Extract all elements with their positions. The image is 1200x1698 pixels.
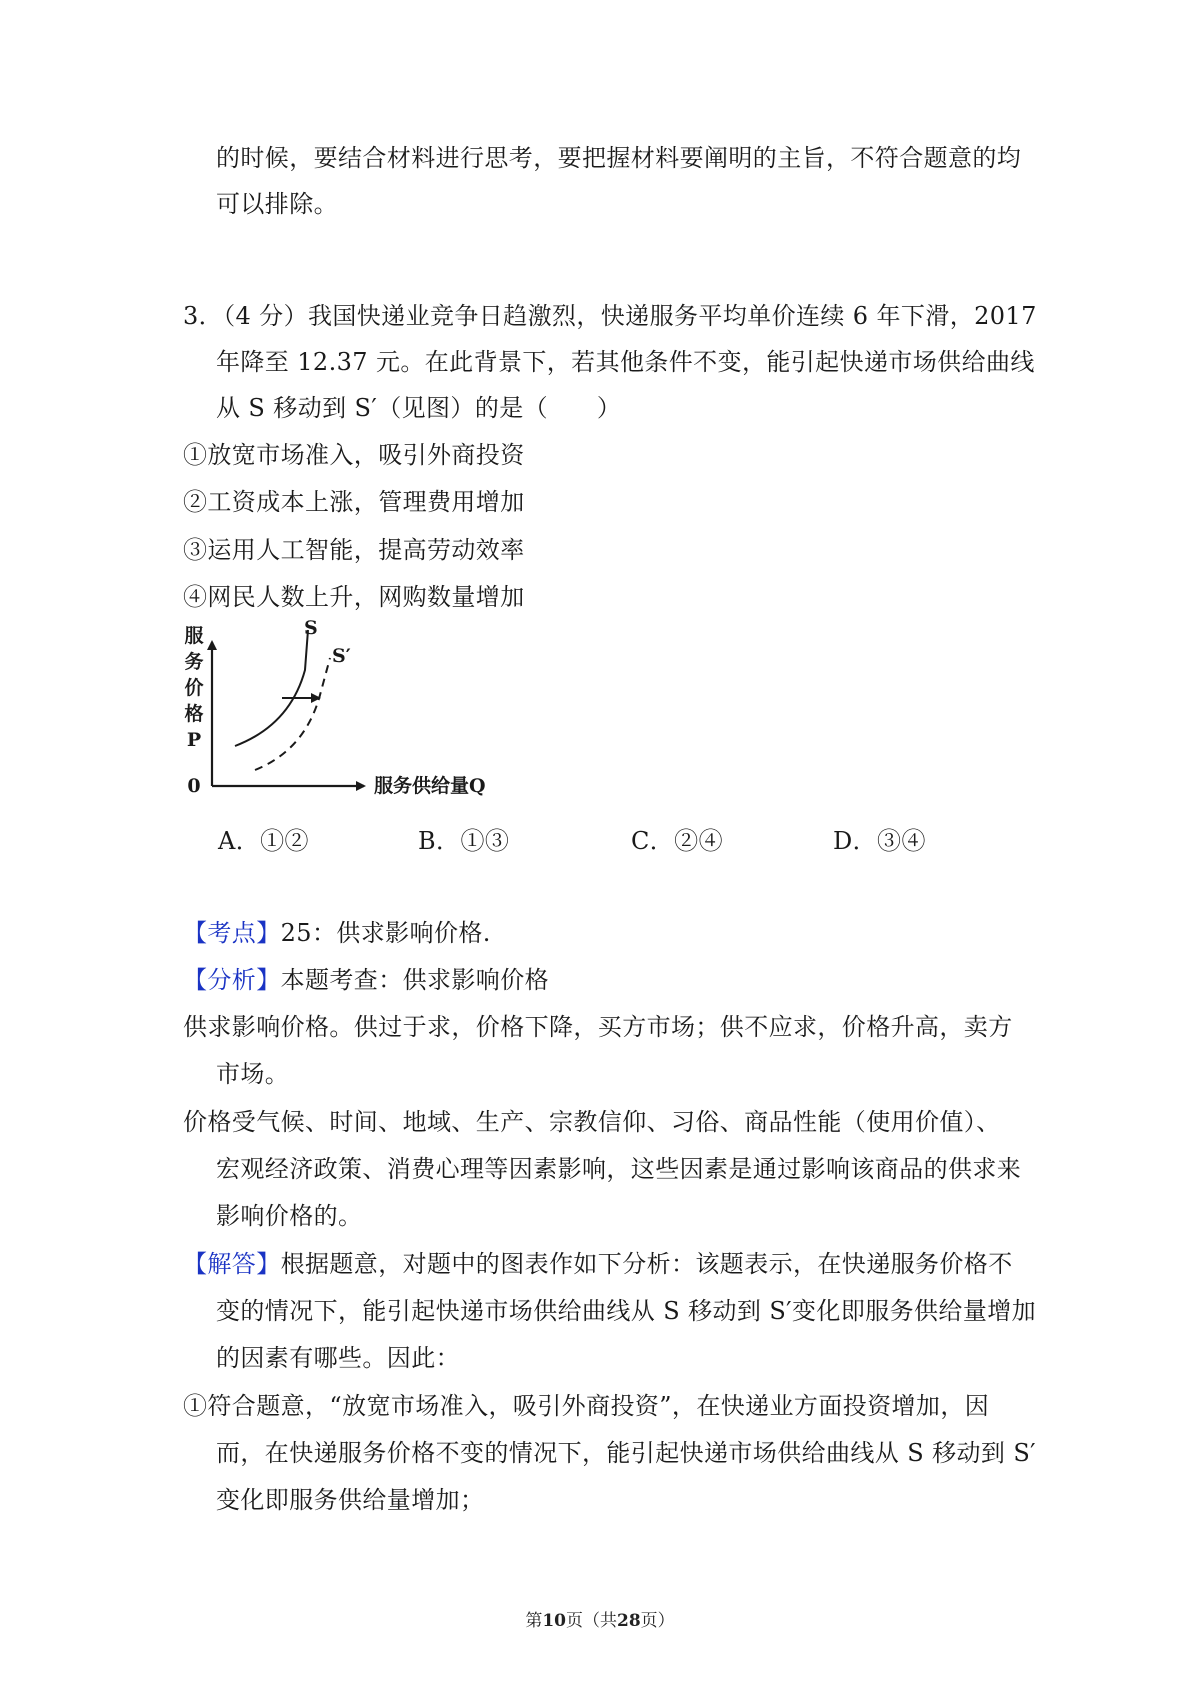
option-c <box>631 829 723 853</box>
page-footer <box>0 1606 1200 1631</box>
question-line-3: 从 S 移动到 S′（见图）的是（ ） <box>216 394 622 422</box>
option-b-value: ①③ <box>460 827 510 855</box>
jieda-line-2: 变的情况下，能引起快递市场供给曲线从 S 移动到 S′变化即服务供给量增加 <box>216 1297 1037 1325</box>
jieda-line-1 <box>183 1252 1013 1276</box>
kaodian-text: 25：供求影响价格. <box>280 919 491 947</box>
footer-middle: 页（共 <box>566 1611 617 1631</box>
footer-page-number: 10 <box>542 1611 566 1631</box>
option-d-letter: D． <box>833 827 878 855</box>
option-c-value: ②④ <box>674 827 723 855</box>
option-d-value: ③④ <box>877 827 926 855</box>
y-axis-label-char: 格 <box>184 703 204 725</box>
question-item-4: ④网民人数上升，网购数量增加 <box>183 583 525 611</box>
footer-prefix: 第 <box>525 1611 543 1631</box>
question-item-1: ①放宽市场准入，吸引外商投资 <box>183 441 525 469</box>
option-a-letter: A． <box>218 827 261 855</box>
origin-label: 0 <box>187 775 201 797</box>
option-d <box>833 829 926 853</box>
curve-label-s-prime: S′ <box>332 645 351 667</box>
kaodian-line <box>183 921 491 945</box>
supply-curve-figure <box>180 620 540 800</box>
y-axis-label-char: 务 <box>184 651 204 673</box>
jieda-tag: 【解答】 <box>183 1250 281 1278</box>
intro-line-1: 的时候，要结合材料进行思考，要把握材料要阐明的主旨，不符合题意的均 <box>216 144 1022 172</box>
intro-line-2: 可以排除。 <box>216 190 338 218</box>
x-axis-label: 服务供给量Q <box>374 775 486 797</box>
jieda-line-3: 的因素有哪些。因此： <box>216 1344 460 1372</box>
fenxi-tag: 【分析】 <box>183 966 281 994</box>
y-axis-label-char: P <box>186 729 202 751</box>
question-item-2: ②工资成本上涨，管理费用增加 <box>183 488 525 516</box>
footer-suffix: 页） <box>640 1611 675 1631</box>
analysis-para1-line1: 供求影响价格。供过于求，价格下降，买方市场；供不应求，价格升高，卖方 <box>183 1013 1013 1041</box>
kaodian-tag: 【考点】 <box>183 919 281 947</box>
point1-line-3: 变化即服务供给量增加； <box>216 1486 485 1514</box>
analysis-para2-line2: 宏观经济政策、消费心理等因素影响，这些因素是通过影响该商品的供求来 <box>216 1155 1022 1183</box>
question-item-3: ③运用人工智能，提高劳动效率 <box>183 536 525 564</box>
question-line-1: 3．（4 分）我国快递业竞争日趋激烈，快递服务平均单价连续 6 年下滑，2017 <box>183 302 1037 330</box>
curve-label-s: S <box>304 620 318 639</box>
y-axis-label-char: 服 <box>184 625 204 647</box>
supply-curve-s-prime <box>255 658 330 770</box>
option-a-value: ①② <box>260 827 309 855</box>
analysis-para2-line1: 价格受气候、时间、地域、生产、宗教信仰、习俗、商品性能（使用价值）、 <box>183 1108 1001 1136</box>
footer-total-pages: 28 <box>617 1611 641 1631</box>
option-c-letter: C． <box>631 827 675 855</box>
option-b <box>418 829 509 853</box>
fenxi-line <box>183 968 549 992</box>
option-b-letter: B． <box>418 827 461 855</box>
point1-line-2: 而，在快递服务价格不变的情况下，能引起快递市场供给曲线从 S 移动到 S′ <box>216 1439 1037 1467</box>
supply-curve-s <box>235 630 308 746</box>
jieda-text: 根据题意，对题中的图表作如下分析：该题表示，在快递服务价格不 <box>280 1250 1013 1278</box>
y-axis-label-char: 价 <box>184 677 204 699</box>
analysis-para2-line3: 影响价格的。 <box>216 1202 363 1230</box>
fenxi-text: 本题考查：供求影响价格 <box>280 966 550 994</box>
option-a <box>218 829 309 853</box>
analysis-para1-line2: 市场。 <box>216 1060 290 1088</box>
point1-line-1: ①符合题意，“放宽市场准入，吸引外商投资”，在快递业方面投资增加，因 <box>183 1392 990 1420</box>
question-line-2: 年降至 12.37 元。在此背景下，若其他条件不变，能引起快递市场供给曲线 <box>216 348 1035 376</box>
